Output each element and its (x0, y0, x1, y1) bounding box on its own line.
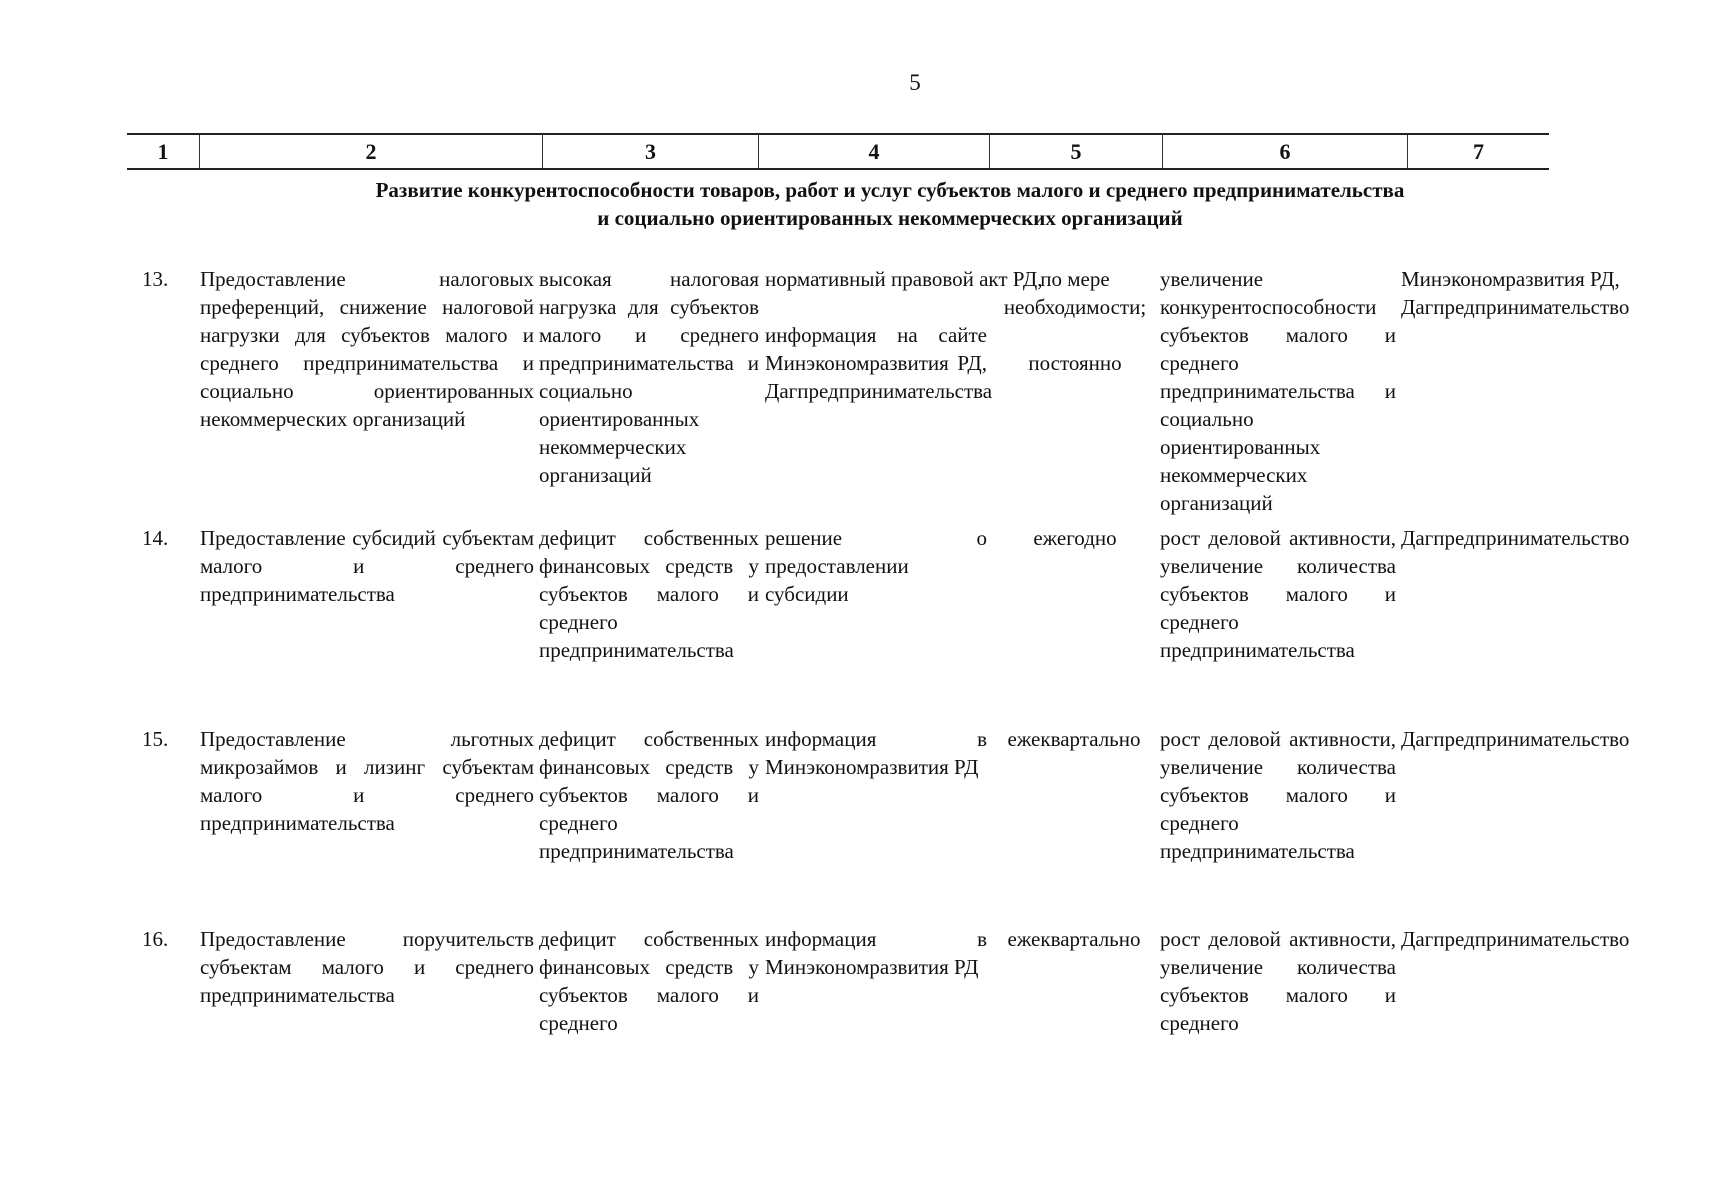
page-number: 5 (909, 70, 921, 95)
deadline-text: по мере необходимости; (1003, 267, 1147, 319)
section-title (200, 176, 1580, 232)
problem-cell: высокая налоговая нагрузка для субъектов малого и среднего предпринимательства и социально ориентированных некоммерческих организаций (539, 267, 759, 487)
result-cell: рост деловой активности, увеличение количества субъектов малого и среднего (1160, 927, 1396, 1035)
problem-cell: дефицит собственных финансовых средств у субъектов малого и среднего (539, 927, 759, 1035)
column-header: 5 (989, 135, 1162, 168)
result-cell: рост деловой активности, увеличение количества субъектов малого и среднего предпринимательства (1160, 526, 1396, 662)
row-number: 14. (142, 526, 169, 550)
responsible-cell: Дагпредпринимательство (1401, 727, 1630, 751)
measure-cell: Предоставление поручительств субъектам малого и среднего предпринимательства (200, 927, 534, 1007)
document-cell (765, 265, 1043, 405)
document-cell: информация в Минэкономразвития РД (765, 927, 987, 979)
table-header-row (127, 133, 1549, 170)
responsible-cell: Минэкономразвития РД, Дагпредпринимательство (1401, 267, 1630, 319)
deadline-cell: ежегодно (1033, 526, 1117, 550)
row-number: 15. (142, 727, 169, 751)
measure-cell: Предоставление налоговых преференций, снижение налоговой нагрузки для субъектов малого и среднего предпринимательства и социально ориентированных некоммерческих организаций (200, 267, 534, 431)
document-cell: решение о предоставлении субсидии (765, 526, 987, 606)
document-line: нормативный правовой акт РД, (765, 267, 1043, 291)
result-cell: увеличение конкурентоспособности субъектов малого и среднего предпринимательства и социально ориентированных некоммерческих организаций (1160, 267, 1396, 515)
responsible-cell: Дагпредпринимательство (1401, 927, 1630, 951)
deadline-text: постоянно (1028, 351, 1122, 375)
document-cell: информация в Минэкономразвития РД (765, 727, 987, 779)
responsible-cell: Дагпредпринимательство (1401, 526, 1630, 550)
row-number: 13. (142, 267, 169, 291)
column-header: 6 (1162, 135, 1407, 168)
deadline-cell: ежеквартально (1007, 727, 1141, 751)
section-title-line: и социально ориентированных некоммерческих организаций (597, 206, 1183, 230)
column-header: 2 (199, 135, 542, 168)
measure-cell: Предоставление льготных микрозаймов и лизинг субъектам малого и среднего предпринимательства (200, 727, 534, 835)
deadline-cell: ежеквартально (1007, 927, 1141, 951)
deadline-cell (1000, 265, 1150, 377)
measure-cell: Предоставление субсидий субъектам малого и среднего предпринимательства (200, 526, 534, 606)
column-header: 1 (157, 139, 169, 164)
document-line: информация на сайте Минэкономразвития РД, Дагпредпринимательства (765, 323, 993, 403)
row-number: 16. (142, 927, 169, 951)
column-header: 7 (1407, 135, 1549, 168)
problem-cell: дефицит собственных финансовых средств у субъектов малого и среднего предпринимательства (539, 727, 759, 863)
problem-cell: дефицит собственных финансовых средств у субъектов малого и среднего предпринимательства (539, 526, 759, 662)
column-header: 4 (758, 135, 989, 168)
result-cell: рост деловой активности, увеличение количества субъектов малого и среднего предпринимательства (1160, 727, 1396, 863)
section-title-line: Развитие конкурентоспособности товаров, работ и услуг субъектов малого и среднего предпринимательства (375, 178, 1405, 202)
column-header: 3 (542, 135, 758, 168)
